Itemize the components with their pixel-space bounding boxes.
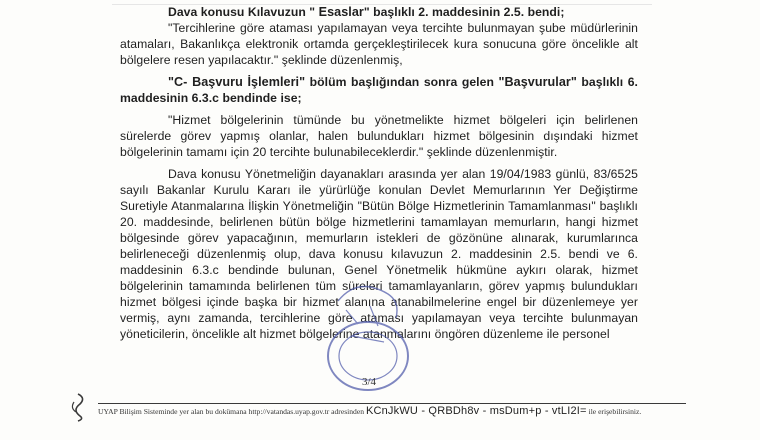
text-segment: " başlıklı 2. maddesinin 2.5. bendi; (363, 5, 565, 19)
text-segment: Dava konusu Yönetmeliğin dayanakları arasında yer alan 19/04/1983 günlü, 83/6525 sayılı Bakanlar Kurulu Kararı ile yürürlüğe konulan Devlet Memurlarının Yer Değiştirme Suretiyle Atanmalarına İlişkin Yönetmeliğin "Bütün Bölge Hizmetlerinin Tamamlanması" başlıklı 20. maddesinde, belirlenen bütün bölge hizmetlerini tamamlayan memurların, hangi hizmet bölgesinde görev yapacağının, memurların istekleri de gözönüne alınarak, kurumlarınca belirleneceği düzenlenmiş olup, dava konusu kılavuzun 2. maddesinin 2.5. bendi ve 6. maddesinin 6.3.c bendinde bulunan, Genel Yönetmelik hükmüne aykırı olarak, hizmet bölgelerinin tamamında belirlenen tüm süreleri tamamlayanların, görev yapmış bulundukları hizmet bölgesi içinde başka bir hizmet alanına atanabilmelerine engel bir düzenlemeye yer vermiş, aynı zamanda, tercihlerine göre ataması yapılamayan veya tercihte bulunmayan yöneticilerin, öncelikle alt hizmet bölgelerine atanmalarını öngören düzenleme ile personel (120, 167, 638, 341)
footer-verification-text (98, 405, 698, 417)
text-segment: bölüm başlığından sonra gelen (305, 75, 499, 89)
paragraph-quote-basvuru (120, 112, 638, 160)
page-number: 3/4 (362, 376, 377, 388)
verification-code: KCnJkWU - QRBDh8v - msDum+p - vtLI2I= (365, 405, 587, 417)
paragraph-heading-basvuru (120, 74, 638, 106)
text-segment: "C- Başvuru İşlemleri" (168, 75, 306, 89)
text-segment: Esaslar (315, 5, 364, 19)
text-segment: "Başvurular" (498, 75, 577, 89)
text-segment: Dava konusu Kılavuzun " (168, 5, 316, 19)
text-segment: "Tercihlerine göre ataması yapılamayan veya tercihte bulunmayan şube müdürlerinin atamaları, Bakanlıkça elektronik ortamda gerçekleştirilecek kura sonucuna göre öncelikle alt bölgelere resen yapılacaktır." şeklinde düzenlenmiş, (120, 21, 638, 67)
uyap-logo-icon (68, 392, 90, 422)
paragraph-heading-esaslar (120, 4, 638, 20)
footer-note: UYAP Bilişim Sisteminde yer alan bu dokümana http://vatandas.uyap.gov.tr adresinden (98, 407, 365, 416)
text-segment: "Hizmet bölgelerinin tümünde bu yönetmelikte hizmet bölgeleri için belirlenen sürelerde görev yapmış olanlar, halen bulundukları hizmet bölgesinin dışındaki hizmet bölgelerinin tamamı için 20 tercihte bulunabileceklerdir." şeklinde düzenlenmiştir. (120, 113, 638, 159)
footer-suffix: ile erişebilirsiniz. (588, 407, 642, 416)
page-footer (68, 386, 688, 426)
document-body (120, 4, 638, 342)
footer-divider (98, 403, 686, 404)
text-segment: başlıklı 6. maddesinin 6.3.c bendinde ise; (120, 75, 638, 105)
paragraph-quote-esaslar (120, 20, 638, 68)
paragraph-body-yonetmelik (120, 166, 638, 342)
